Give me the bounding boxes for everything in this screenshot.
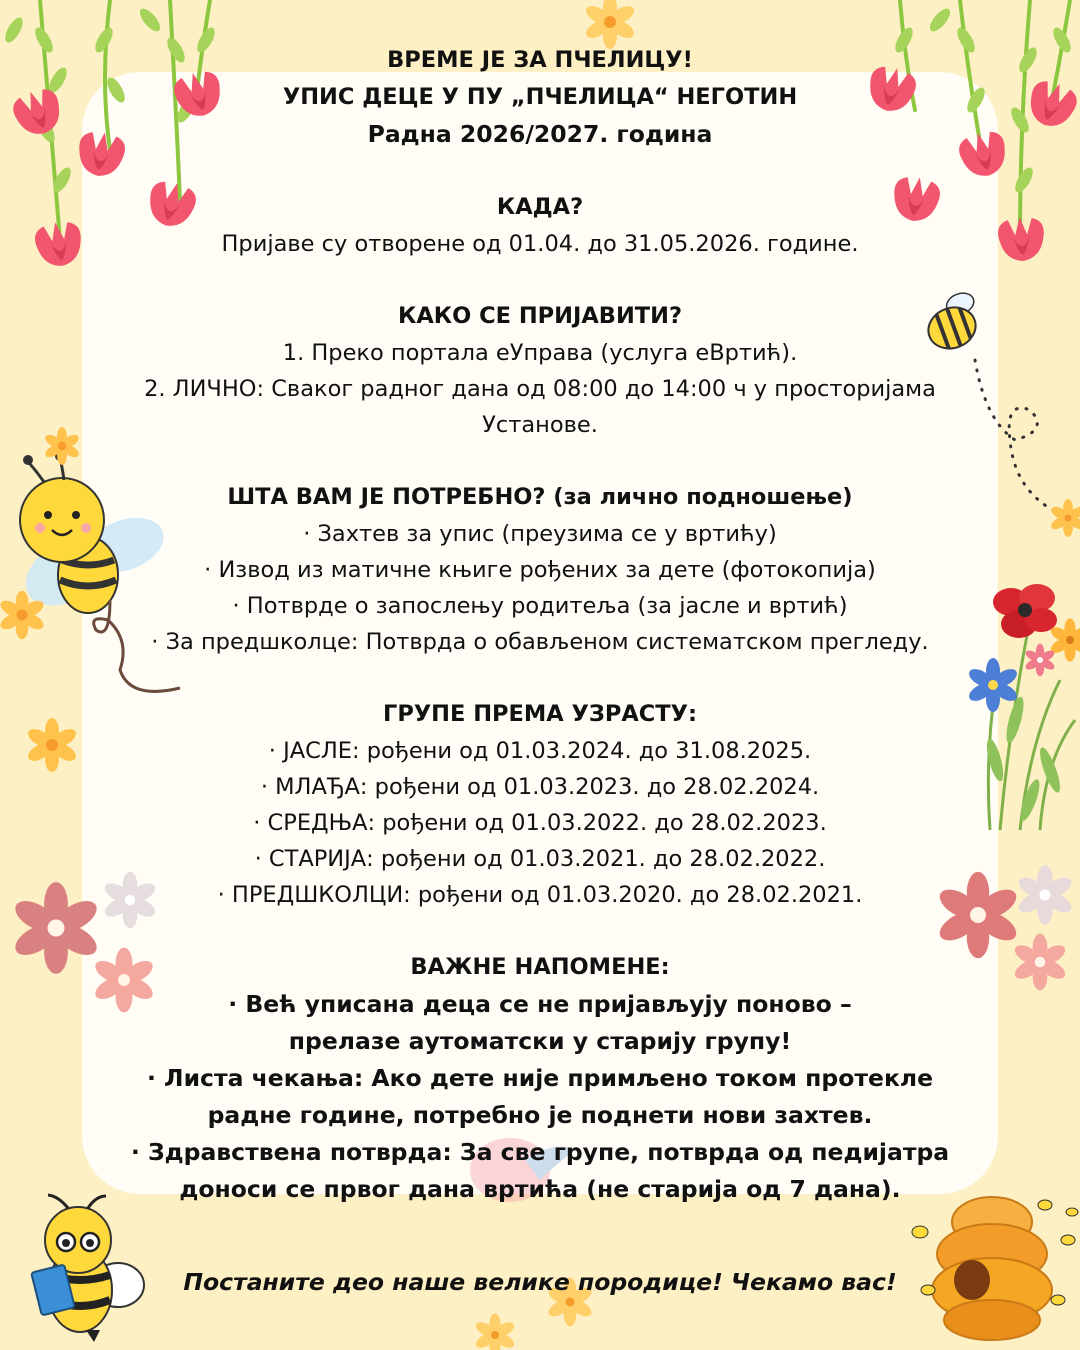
groups-title: ГРУПЕ ПРЕМА УЗРАСТУ: <box>383 701 697 727</box>
bee-with-book-icon <box>31 1195 144 1342</box>
group-item: · СТАРИЈА: рођени од 01.03.2021. до 28.02.2022. <box>254 846 826 872</box>
note-line: радне године, потребно је поднети нови захтев. <box>207 1101 873 1129</box>
note-line: доноси се првог дана вртића (не старија од 7 дана). <box>179 1175 901 1203</box>
closing-message: Постаните део наше велике породице! Чекамо вас! <box>183 1267 897 1296</box>
needs-item: · Захтев за упис (преузима се у вртићу) <box>303 521 777 547</box>
how-item-in-person: 2. ЛИЧНО: Сваког радног дана од 08:00 до 14:00 ч у просторијама <box>144 376 936 402</box>
notes-title: ВАЖНЕ НАПОМЕНЕ: <box>410 954 670 980</box>
note-line: · Већ уписана деца се не пријављују поново – <box>228 990 852 1018</box>
headline: ВРЕМЕ ЈЕ ЗА ПЧЕЛИЦУ! <box>387 47 693 73</box>
group-item: · СРЕДЊА: рођени од 01.03.2022. до 28.02.2023. <box>253 810 827 836</box>
needs-item: · Потврде о запослењу родитеља (за јасле и вртић) <box>232 593 848 619</box>
needs-item: · Извод из матичне књиге рођених за дете (фотокопија) <box>204 557 876 583</box>
when-title: КАДА? <box>496 194 584 220</box>
how-item-in-person-cont: Установе. <box>482 412 598 438</box>
school-year: Радна 2026/2027. година <box>367 120 713 148</box>
group-item: · ПРЕДШКОЛЦИ: рођени од 01.03.2020. до 28.02.2021. <box>217 882 863 908</box>
needs-title: ШТА ВАМ ЈЕ ПОТРЕБНО? (за лично подношење) <box>227 484 853 510</box>
when-text: Пријаве су отворене од 01.04. до 31.05.2026. године. <box>221 231 859 257</box>
announcement-text <box>90 42 990 1208</box>
how-item-online: 1. Преко портала еУправа (услуга еВртић). <box>282 340 798 366</box>
note-line: прелазе аутоматски у старију групу! <box>288 1027 792 1055</box>
subheadline: УПИС ДЕЦЕ У ПУ „ПЧЕЛИЦА“ НЕГОТИН <box>282 84 798 110</box>
group-item: · ЈАСЛЕ: рођени од 01.03.2024. до 31.08.2025. <box>268 738 812 764</box>
needs-item: · За предшколце: Потврда о обављеном систематском прегледу. <box>151 629 929 655</box>
bee-trail-icon <box>975 360 1075 520</box>
beehive-icon <box>912 1197 1078 1340</box>
group-item: · МЛАЂА: рођени од 01.03.2023. до 28.02.2024. <box>260 774 820 800</box>
how-title: КАКО СЕ ПРИЈАВИТИ? <box>397 303 683 329</box>
note-line: · Здравствена потврда: За све групе, потврда од педијатра <box>130 1138 950 1166</box>
note-line: · Листа чекања: Ако дете није примљено током протекле <box>146 1064 934 1092</box>
